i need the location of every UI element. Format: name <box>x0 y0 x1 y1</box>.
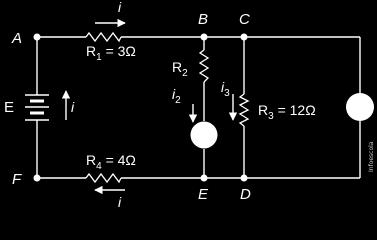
resistor-r3 <box>240 94 248 126</box>
node-label-a: A <box>12 30 23 47</box>
node-label-c: C <box>239 11 250 28</box>
node-dot-e <box>201 175 208 182</box>
lamp-be <box>191 122 218 149</box>
node-label-e: E <box>198 186 209 203</box>
node-dot-c <box>241 34 248 41</box>
current-label-i2: $i_2$ <box>172 86 181 106</box>
lamp-right <box>346 93 374 121</box>
resistor-r1 <box>86 33 121 41</box>
r2-label: $R_2$ <box>172 59 188 79</box>
node-dot-f <box>34 175 41 182</box>
node-dot-b <box>201 34 208 41</box>
current-label-top: i <box>118 0 122 15</box>
node-dot-d <box>241 175 248 182</box>
watermark: Infoescola <box>368 141 375 172</box>
node-label-b: B <box>198 11 209 28</box>
node-dot-a <box>34 34 41 41</box>
resistor-r4 <box>86 174 121 182</box>
battery <box>25 95 49 120</box>
r3-label: $R_3 = 12\Omega$ <box>258 102 316 122</box>
battery-label: E <box>4 99 15 116</box>
resistor-r2 <box>200 50 208 82</box>
r4-label: $R_4 = 4\Omega$ <box>86 152 136 172</box>
current-label-left: i <box>71 99 75 115</box>
current-label-i3: $i_3$ <box>221 79 230 99</box>
r1-label: $R_1 = 3\Omega$ <box>86 43 136 63</box>
current-label-bottom: i <box>118 194 122 210</box>
node-label-f: F <box>12 171 22 188</box>
node-label-d: D <box>240 186 251 203</box>
